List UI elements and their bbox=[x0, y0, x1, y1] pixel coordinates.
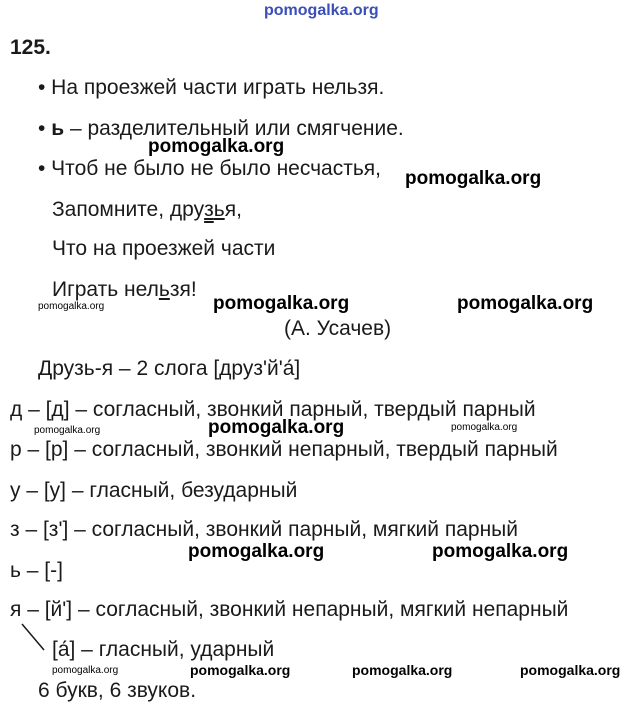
soft-sign-marked: ь bbox=[213, 198, 225, 221]
letter-z-marked: з bbox=[204, 198, 214, 221]
exercise-number: 125. bbox=[10, 36, 51, 59]
analysis-row-u: у – [у] – гласный, безударный bbox=[10, 479, 298, 502]
poem-line-2: Что на проезжей части bbox=[52, 237, 276, 260]
watermark: pomogalka.org bbox=[208, 417, 345, 438]
analysis-row-d: д – [д] – согласный, звонкий парный, твердый парный bbox=[10, 398, 536, 421]
watermark: pomogalka.org bbox=[188, 541, 325, 562]
analysis-row-z: з – [з'] – согласный, звонкий парный, мягкий парный bbox=[10, 518, 518, 541]
soft-sign-bold: ь bbox=[51, 117, 65, 140]
watermark: pomogalka.org bbox=[457, 293, 594, 314]
watermark: pomogalka.org bbox=[451, 422, 518, 433]
syllable-line: Друзь-я – 2 слога [друз'й'а́] bbox=[38, 357, 301, 380]
analysis-row-r: р – [р] – согласный, звонкий непарный, твердый парный bbox=[10, 438, 558, 461]
watermark: pomogalka.org bbox=[352, 662, 453, 678]
analysis-row-a: [а́] – гласный, ударный bbox=[52, 638, 275, 661]
watermark: pomogalka.org bbox=[520, 662, 621, 678]
bullet-line-2: • ь – разделительный или смягчение. bbox=[38, 117, 404, 140]
poem-line-1: Запомните, друзья, bbox=[52, 198, 242, 221]
poem-line-3: Играть нельзя! bbox=[52, 278, 197, 301]
analysis-row-ya: я – [й'] – согласный, звонкий непарный, мягкий непарный bbox=[10, 598, 569, 621]
summary-line: 6 букв, 6 звуков. bbox=[38, 679, 197, 702]
watermark-top: pomogalka.org bbox=[264, 2, 379, 19]
bullet-line-3: • Чтоб не было не было несчастья, bbox=[38, 157, 382, 180]
watermark: pomogalka.org bbox=[38, 301, 105, 312]
watermark: pomogalka.org bbox=[148, 136, 285, 157]
poem-author: (А. Усачев) bbox=[284, 317, 392, 340]
watermark: pomogalka.org bbox=[432, 541, 569, 562]
watermark: pomogalka.org bbox=[52, 665, 119, 676]
analysis-row-soft-sign: ь – [-] bbox=[10, 559, 63, 582]
watermark: pomogalka.org bbox=[190, 662, 291, 678]
soft-sign-marked-2: ь bbox=[158, 278, 170, 301]
watermark: pomogalka.org bbox=[405, 168, 542, 189]
bullet-line-1: • На проезжей части играть нельзя. bbox=[38, 76, 385, 99]
watermark: pomogalka.org bbox=[34, 425, 101, 436]
watermark: pomogalka.org bbox=[213, 293, 350, 314]
